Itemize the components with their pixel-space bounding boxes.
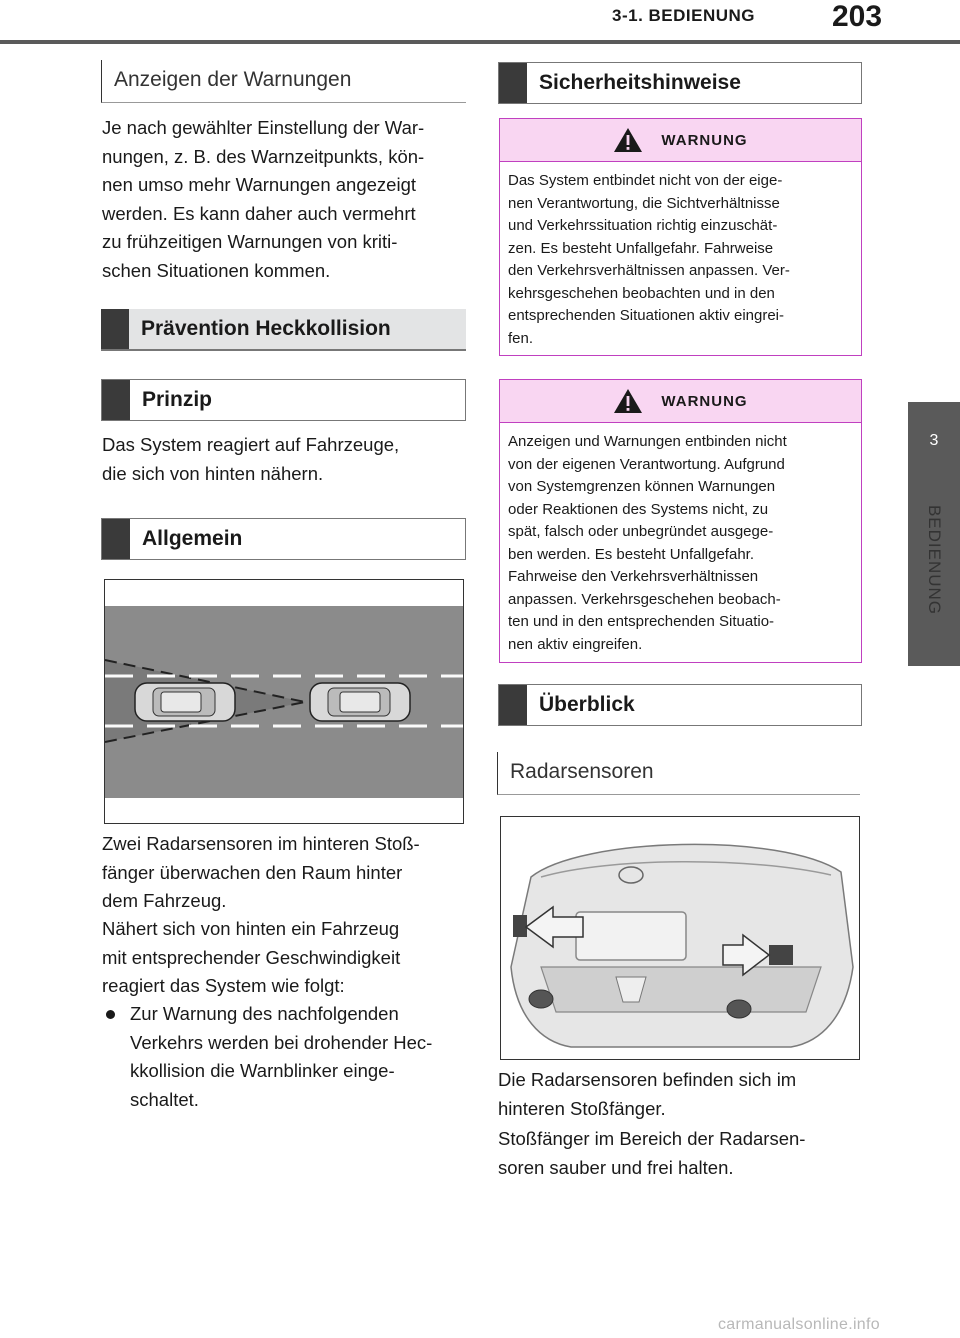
road-diagram <box>105 580 463 823</box>
bumper-drawing <box>501 817 859 1059</box>
heading-sicherheitshinweise <box>498 62 862 104</box>
following-car <box>310 683 410 721</box>
radar-sensor-left <box>513 915 527 937</box>
bullet-warnblinker: Zur Warnung des nachfolgenden Verkehrs werden bei drohender Hec- kkollision die Warnblinker einge- schaltet. <box>130 1003 433 1110</box>
footer-watermark: carmanualsonline.info <box>718 1316 880 1333</box>
warning-triangle-icon <box>613 388 643 414</box>
warning-box-1 <box>499 118 862 356</box>
own-car <box>135 683 235 721</box>
heading-text: Allgemein <box>142 527 243 550</box>
heading-anzeigen-der-warnungen: Anzeigen der Warnungen <box>101 60 466 103</box>
radar-coverage-illustration <box>104 579 464 824</box>
warning-triangle-icon <box>613 127 643 153</box>
paragraph-anzeigen: Je nach gewählter Einstellung der War- nungen, z. B. des Warnzeitpunkts, kön- nen umso mehr Warnungen angezeigt werden. Es kann daher auch vermehrt zu frühzeitigen Warnungen von kriti- schen Situationen kommen. <box>102 117 425 281</box>
heading-marker <box>102 380 130 420</box>
heading-radarsensoren: Radarsensoren <box>497 752 860 795</box>
heading-prinzip <box>101 379 466 421</box>
chapter-side-tab-number: 3 <box>929 432 939 449</box>
radar-sensor-right <box>769 945 793 965</box>
paragraph-radar-2: Stoßfänger im Bereich der Radarsen- soren sauber und frei halten. <box>498 1128 806 1178</box>
bullet-dot <box>106 1010 115 1019</box>
license-plate-recess <box>576 912 686 960</box>
paragraph-allgemein-2: Nähert sich von hinten ein Fahrzeug mit entsprechender Geschwindigkeit reagiert das System wie folgt: <box>102 918 401 996</box>
heading-marker <box>499 63 527 103</box>
warning-text-2: Anzeigen und Warnungen entbinden nicht von der eigenen Verantwortung. Aufgrund von Systemgrenzen können Warnungen oder Reaktionen des Systems nicht, zu spät, falsch oder unbegründet ausgege- ben werden. Es besteht Unfallgefahr. Fahrweise den Verkehrsverhältnissen anpassen. Verkehrsgeschehen beobach- ten und in den entsprechenden Situatio- nen aktiv eingreifen. <box>508 433 787 653</box>
paragraph-allgemein-1: Zwei Radarsensoren im hinteren Stoß- fänger überwachen den Raum hinter dem Fahrzeug. <box>102 833 420 911</box>
heading-ueberblick <box>498 684 862 726</box>
warning-header <box>500 380 861 423</box>
rear-bumper-illustration <box>500 816 860 1060</box>
chapter-title: 3-1. BEDIENUNG <box>612 6 756 25</box>
heading-text: Prinzip <box>142 388 213 411</box>
warning-label: WARNUNG <box>661 392 748 410</box>
heading-praevention-heckkollision <box>101 309 466 351</box>
rear-diffuser <box>541 967 821 1012</box>
heading-text: Überblick <box>539 693 635 716</box>
page-number: 203 <box>832 0 883 33</box>
chapter-side-label <box>910 500 958 620</box>
paragraph-prinzip: Das System reagiert auf Fahrzeuge, die sich von hinten nähern. <box>102 434 400 484</box>
heading-text: Prävention Heckkollision <box>141 317 391 340</box>
heading-marker <box>102 519 130 559</box>
header-rule <box>0 40 960 44</box>
exhaust-left <box>529 990 553 1008</box>
warning-box-2 <box>499 379 862 663</box>
warning-header <box>500 119 861 162</box>
warning-text-1: Das System entbindet nicht von der eige- nen Verantwortung, die Sichtverhältnisse und Verkehrssituation richtig einzuschät- zen. Es besteht Unfallgefahr. Fahrweise den Verkehrsverhältnissen anpassen. Ver- kehrsgeschehen beobachten und in den entsprechenden Situationen aktiv eingrei- fen. <box>508 172 790 347</box>
exhaust-right <box>727 1000 751 1018</box>
heading-allgemein <box>101 518 466 560</box>
heading-marker <box>499 685 527 725</box>
warning-label: WARNUNG <box>661 131 748 149</box>
paragraph-radar-1: Die Radarsensoren befinden sich im hinteren Stoßfänger. <box>498 1069 797 1119</box>
heading-marker <box>101 309 129 349</box>
chapter-side-label-text: BEDIENUNG <box>925 504 944 616</box>
heading-text: Sicherheitshinweise <box>539 71 741 94</box>
